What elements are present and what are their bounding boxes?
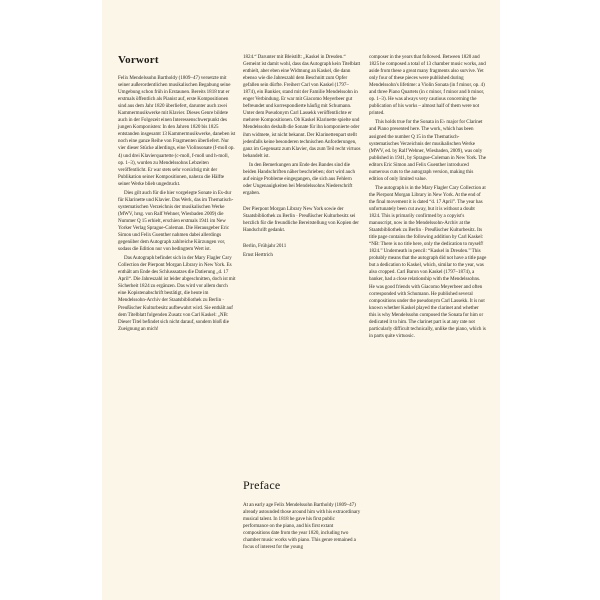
preface-paragraph: The autograph is in the Mary Flagler Cary Collection at the Pierpont Morgan Library in New York. At the end of the final movement it is dated “d. 17 April”. The year has unfortunately been cut away, but it is without a doubt 1824. This is primarily confirmed by a copyist's manuscript, now in the Mendelssohn-Archiv at the Staatsbibliothek zu Berlin · Preußischer Kulturbesitz. Its title page contains the following addition by Carl Kaskel: “NB: There is no title here, only the dedication to myself! 1824.” Underneath in pencil: “Kaskel in Dresden.” This probably means that the autograph did not have a title page but a dedication to Kaskel, which, similar to the year, was also cropped. Carl Baron von Kaskel (1797–1874), a banker, had a close relationship with the Mendelssohns. He was good friends with Giacomo Meyerbeer and often corresponded with Schumann. He published several compositions under the pseudonym Carl Lassekk. It is not known whether Kaskel played the clarinet and whether this is why Mendelssohn composed the Sonata for him or dedicated it to him. The clarinet part is at any rate not particularly difficult technically, unlike the piano, which is in parts quite virtuosic.	[369, 184, 487, 339]
preface-paragraph: This holds true for the Sonata in E♭ major for Clarinet and Piano presented here. The work, which has been assigned the number Q 15 in the Thematisch-systematisches Verzeichnis der musikalischen Werke (MWV, ed. by Ralf Wehner, Wiesbaden, 2009), was only published in 1941, by Sprague-Coleman in New York. The editors Eric Simon and Felix Guenther introduced numerous cuts to the autograph version, making this edition of only limited value.	[369, 119, 487, 182]
vorwort-heading: Vorwort	[118, 54, 159, 66]
preface-paragraph: At an early age Felix Mendelssohn Bartholdy (1809–47) already astounded those around him with his extraordinary musical talent. In 1818 he gave his first public performance on the piano, and his first extant compositions date from the year 1820, including two chamber music works with piano. This genre remained a focus of interest for the young	[243, 502, 361, 551]
score-preface-page	[102, 0, 500, 600]
preface-paragraph: composer in the years that followed. Between 1820 and 1825 he composed a total of 13 chamber music works, and aside from these a great many fragments also survive. Yet only four of these pieces were published during Mendelssohn's lifetime: a Violin Sonata (in f minor, op. 4) and three Piano Quartets (in c minor, f minor and b minor, op. 1–3). He was always very cautious concerning the publication of his works – almost half of them were not printed.	[369, 54, 486, 117]
column-left	[118, 54, 236, 335]
bemerkungen-note: In den Bemerkungen am Ende des Bandes sind die beiden Handschriften näher beschrieben; dort wird auch auf einige Probleme eingegangen, die sich aus Fehlern oder Ungenauigkeiten bei Mendelssohns Niederschrift ergaben.	[243, 161, 356, 196]
vorwort-paragraph: Felix Mendelssohn Bartholdy (1809–47) versetzte mit seiner außerordentlichen musikalischen Begabung seine Umgebung schon früh in Erstaunen. Bereits 1818 trat er erstmals öffentlich als Pianist auf, erste Kompositionen sind aus dem Jahr 1820 überliefert, darunter auch zwei Kammermusikwerke mit Klavier. Dieses Genre bildete auch in der Folgezeit einen Interessenschwerpunkt des jungen Komponisten: In den Jahren 1820 bis 1825 entstanden insgesamt 13 Kammermusikwerke, daneben ist noch eine ganze Reihe von Fragmenten überliefert. Nur vier dieser Stücke allerdings, eine Violinsonate (f-moll op. 4) und drei Klavierquartette (c-moll, f-moll und h-moll, op. 1–3), wurden zu Mendelssohns Lebzeiten veröffentlicht. Er war stets sehr vorsichtig mit der Publikation seiner Kompositionen, nahezu die Hälfte seiner Werke blieb ungedruckt.	[118, 75, 236, 187]
vorwort-paragraph: Das Autograph befindet sich in der Mary Flagler Cary Collection der Pierpont Morgan Library in New York. Es enthält am Ende des Schlusssatzes die Datierung „d. 17 April“. Die Jahreszahl ist leider abgeschnitten, doch ist mit Sicherheit 1824 zu ergänzen. Das wird vor allem durch eine Kopistenabschrift bestätigt, die heute im Mendelssohn-Archiv der Staatsbibliothek zu Berlin · Preußischer Kulturbesitz aufbewahrt wird. Sie enthält auf dem Titelblatt folgenden Zusatz von Carl Kaskel: „NB: Dieser Titel befindet sich nicht darauf, sondern bloß die Zueignung an mich!	[118, 255, 236, 332]
preface-heading: Preface	[243, 478, 281, 492]
vorwort-paragraph: Dies gilt auch für die hier vorgelegte Sonate in Es-dur für Klarinette und Klavier. Das Werk, das im Thematisch-systematischen Verzeichnis der musikalischen Werke (MWV, hrsg. von Ralf Wehner, Wiesbaden 2009) die Nummer Q 15 erhielt, erschien erstmals 1941 im New Yorker Verlag Sprague-Coleman. Die Herausgeber Eric Simon und Felix Guenther nahmen dabei allerdings gegenüber dem Autograph zahlreiche Kürzungen vor, sodass die Edition nur von bedingtem Wert ist.	[118, 189, 234, 253]
acknowledgement-text: Der Pierpont Morgan Library New York sowie der Staatsbibliothek zu Berlin · Preußischer Kulturbesitz sei herzlich für die freundliche Bereitstellung von Kopien der Handschrift gedankt.	[243, 205, 359, 234]
vorwort-paragraph: 1824.“ Darunter mit Bleistift: „Kaskel in Dresden.“ Gemeint ist damit wohl, dass das Autograph kein Titelblatt enthielt, aber eben eine Widmung an Kaskel, die dann ebenso wie die Jahreszahl dem Beschnitt zum Opfer gefallen sein dürfte. Freiherr Carl von Kaskel (1797–1874), ein Bankier, stand mit der Familie Mendelssohn in enger Verbindung. Er war mit Giacomo Meyerbeer gut befreundet und korrespondierte häufig mit Schumann. Unter dem Pseudonym Carl Lassekk veröffentlichte er mehrere Kompositionen. Ob Kaskel Klarinette spielte und Mendelssohn deshalb die Sonate für ihn komponierte oder ihm widmete, ist nicht bekannt. Der Klarinettenpart stellt jedenfalls keine besonderen technischen Anforderungen, ganz im Gegensatz zum Klavier, das zum Teil recht virtuos behandelt ist.	[243, 54, 361, 159]
preface-section	[243, 478, 361, 553]
author-name: Ernst Herttrich	[243, 252, 273, 259]
place-date: Berlin, Frühjahr 2011	[243, 243, 287, 250]
column-right	[369, 54, 487, 342]
column-middle	[243, 54, 361, 261]
